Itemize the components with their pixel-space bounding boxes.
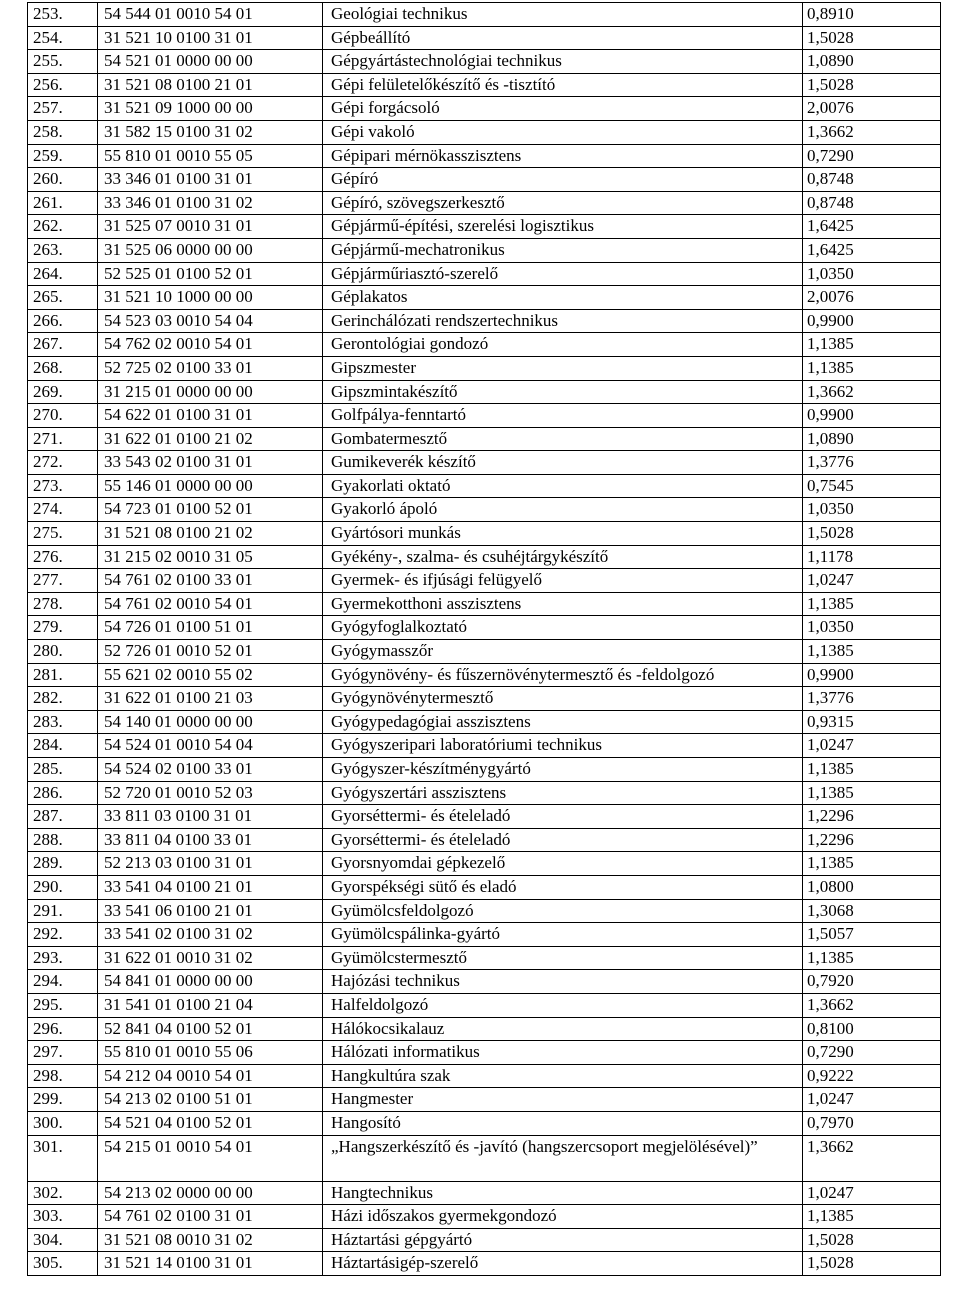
qualification-name: Gyermek- és ifjúsági felügyelő: [323, 569, 803, 593]
ratio-value: 0,9900: [803, 663, 941, 687]
ratio-value: 1,5028: [803, 1252, 941, 1276]
ratio-value: 1,2296: [803, 828, 941, 852]
qualification-name: Gerontológiai gondozó: [323, 333, 803, 357]
table-row: [28, 1041, 941, 1065]
row-number: 303.: [28, 1205, 98, 1229]
table-row: [28, 309, 941, 333]
ratio-value: 1,5028: [803, 73, 941, 97]
row-number: 280.: [28, 640, 98, 664]
ratio-value: 1,1385: [803, 1205, 941, 1229]
table-row: [28, 1181, 941, 1205]
table-row: [28, 191, 941, 215]
qualification-name: Gipszmintakészítő: [323, 380, 803, 404]
qualification-name: Gyógynövénytermesztő: [323, 687, 803, 711]
qualification-code: 33 543 02 0100 31 01: [98, 451, 323, 475]
row-number: 268.: [28, 356, 98, 380]
table-row: [28, 993, 941, 1017]
qualification-name: Gépjármű-mechatronikus: [323, 238, 803, 262]
qualification-code: 33 811 03 0100 31 01: [98, 805, 323, 829]
table-row: [28, 474, 941, 498]
ratio-value: 1,5057: [803, 923, 941, 947]
ratio-value: 1,1385: [803, 758, 941, 782]
qualification-name: Gipszmester: [323, 356, 803, 380]
qualification-code: 54 140 01 0000 00 00: [98, 710, 323, 734]
ratio-value: 1,0800: [803, 875, 941, 899]
qualification-name: Gumikeverék készítő: [323, 451, 803, 475]
qualification-code: 33 346 01 0100 31 01: [98, 168, 323, 192]
qualification-code: 54 213 02 0100 51 01: [98, 1088, 323, 1112]
ratio-value: 1,1385: [803, 333, 941, 357]
qualification-name: Gépíró: [323, 168, 803, 192]
qualification-name: Halfeldolgozó: [323, 993, 803, 1017]
row-number: 289.: [28, 852, 98, 876]
qualification-name: Hangkultúra szak: [323, 1064, 803, 1088]
ratio-value: 1,0350: [803, 498, 941, 522]
table-row: [28, 592, 941, 616]
qualification-code: 54 521 04 0100 52 01: [98, 1111, 323, 1135]
row-number: 282.: [28, 687, 98, 711]
table-row: [28, 1205, 941, 1229]
row-number: 295.: [28, 993, 98, 1017]
ratio-value: 1,5028: [803, 522, 941, 546]
qualification-name: Gyógyszer-készítménygyártó: [323, 758, 803, 782]
row-number: 262.: [28, 215, 98, 239]
ratio-value: 1,0350: [803, 616, 941, 640]
row-number: 302.: [28, 1181, 98, 1205]
qualification-code: 54 524 01 0010 54 04: [98, 734, 323, 758]
qualification-name: Hangtechnikus: [323, 1181, 803, 1205]
qualification-name: Gépgyártástechnológiai technikus: [323, 50, 803, 74]
ratio-value: 1,1385: [803, 592, 941, 616]
qualification-code: 54 723 01 0100 52 01: [98, 498, 323, 522]
qualification-code: 33 346 01 0100 31 02: [98, 191, 323, 215]
qualification-name: Gyorséttermi- és ételeladó: [323, 828, 803, 852]
ratio-value: 0,8100: [803, 1017, 941, 1041]
qualification-name: Gépi vakoló: [323, 120, 803, 144]
ratio-value: 1,1385: [803, 356, 941, 380]
qualification-name: Gyékény-, szalma- és csuhéjtárgykészítő: [323, 545, 803, 569]
ratio-value: 0,8910: [803, 3, 941, 27]
qualification-name: Geológiai technikus: [323, 3, 803, 27]
qualification-name: Gépjármű-építési, szerelési logisztikus: [323, 215, 803, 239]
qualification-code: 31 521 10 0100 31 01: [98, 26, 323, 50]
qualification-code: 31 521 08 0100 21 01: [98, 73, 323, 97]
row-number: 288.: [28, 828, 98, 852]
row-number: 285.: [28, 758, 98, 782]
qualification-name: Gyermekotthoni asszisztens: [323, 592, 803, 616]
ratio-value: 1,0247: [803, 1088, 941, 1112]
row-number: 269.: [28, 380, 98, 404]
document-page: [0, 2, 960, 1276]
qualification-code: 31 525 07 0010 31 01: [98, 215, 323, 239]
qualification-code: 54 544 01 0010 54 01: [98, 3, 323, 27]
ratio-value: 0,9315: [803, 710, 941, 734]
qualification-name: Gombatermesztő: [323, 427, 803, 451]
qualification-name: Házi időszakos gyermekgondozó: [323, 1205, 803, 1229]
qualification-code: 33 811 04 0100 33 01: [98, 828, 323, 852]
row-number: 263.: [28, 238, 98, 262]
table-row: [28, 427, 941, 451]
ratio-value: 1,3662: [803, 993, 941, 1017]
qualification-name: Hálózati informatikus: [323, 1041, 803, 1065]
qualification-name: Hajózási technikus: [323, 970, 803, 994]
row-number: 278.: [28, 592, 98, 616]
qualification-code: 33 541 02 0100 31 02: [98, 923, 323, 947]
ratio-value: 1,3776: [803, 687, 941, 711]
qualification-code: 31 525 06 0000 00 00: [98, 238, 323, 262]
row-number: 299.: [28, 1088, 98, 1112]
table-row: [28, 333, 941, 357]
ratio-value: 1,0247: [803, 734, 941, 758]
ratio-value: 1,0247: [803, 1181, 941, 1205]
table-row: [28, 50, 941, 74]
qualification-code: 55 146 01 0000 00 00: [98, 474, 323, 498]
ratio-value: 0,7290: [803, 144, 941, 168]
table-row: [28, 875, 941, 899]
ratio-value: 0,9900: [803, 404, 941, 428]
ratio-value: 0,7920: [803, 970, 941, 994]
row-number: 264.: [28, 262, 98, 286]
row-number: 255.: [28, 50, 98, 74]
qualification-code: 52 726 01 0010 52 01: [98, 640, 323, 664]
row-number: 259.: [28, 144, 98, 168]
table-row: [28, 734, 941, 758]
row-number: 301.: [28, 1135, 98, 1181]
row-number: 294.: [28, 970, 98, 994]
qualification-code: 54 841 01 0000 00 00: [98, 970, 323, 994]
qualification-name: Gyorsnyomdai gépkezelő: [323, 852, 803, 876]
table-row: [28, 238, 941, 262]
qualification-name: Gépbeállító: [323, 26, 803, 50]
qualification-name: Háztartási gépgyártó: [323, 1228, 803, 1252]
qualification-code: 54 524 02 0100 33 01: [98, 758, 323, 782]
row-number: 265.: [28, 286, 98, 310]
ratio-value: 1,5028: [803, 1228, 941, 1252]
qualification-code: 52 525 01 0100 52 01: [98, 262, 323, 286]
row-number: 275.: [28, 522, 98, 546]
row-number: 267.: [28, 333, 98, 357]
table-row: [28, 1252, 941, 1276]
row-number: 297.: [28, 1041, 98, 1065]
row-number: 270.: [28, 404, 98, 428]
qualification-code: 54 761 02 0010 54 01: [98, 592, 323, 616]
qualification-name: Gyógyszertári asszisztens: [323, 781, 803, 805]
ratio-value: 1,3662: [803, 120, 941, 144]
table-row: [28, 710, 941, 734]
table-row: [28, 970, 941, 994]
table-row: [28, 356, 941, 380]
table-row: [28, 380, 941, 404]
table-row: [28, 781, 941, 805]
table-row: [28, 663, 941, 687]
table-row: [28, 1135, 941, 1181]
qualification-code: 54 213 02 0000 00 00: [98, 1181, 323, 1205]
qualification-code: 31 215 01 0000 00 00: [98, 380, 323, 404]
table-row: [28, 451, 941, 475]
qualification-code: 55 810 01 0010 55 06: [98, 1041, 323, 1065]
table-row: [28, 522, 941, 546]
table-row: [28, 1017, 941, 1041]
ratio-value: 2,0076: [803, 97, 941, 121]
qualification-name: Gépíró, szövegszerkesztő: [323, 191, 803, 215]
qualification-code: 54 761 02 0100 33 01: [98, 569, 323, 593]
row-number: 305.: [28, 1252, 98, 1276]
ratio-value: 1,1385: [803, 946, 941, 970]
row-number: 300.: [28, 1111, 98, 1135]
table-row: [28, 26, 941, 50]
row-number: 293.: [28, 946, 98, 970]
row-number: 258.: [28, 120, 98, 144]
row-number: 271.: [28, 427, 98, 451]
qualification-code: 31 582 15 0100 31 02: [98, 120, 323, 144]
table-row: [28, 168, 941, 192]
qualification-name: Gyógypedagógiai asszisztens: [323, 710, 803, 734]
ratio-value: 0,9222: [803, 1064, 941, 1088]
table-row: [28, 569, 941, 593]
table-row: [28, 215, 941, 239]
qualification-code: 31 521 08 0010 31 02: [98, 1228, 323, 1252]
qualification-name: Gyorséttermi- és ételeladó: [323, 805, 803, 829]
table-row: [28, 923, 941, 947]
qualification-name: „Hangszerkészítő és -javító (hangszercsoport megjelölésével)”: [323, 1135, 803, 1181]
ratio-value: 0,8748: [803, 168, 941, 192]
qualification-name: Gyorspékségi sütő és eladó: [323, 875, 803, 899]
qualification-name: Gépipari mérnökasszisztens: [323, 144, 803, 168]
row-number: 291.: [28, 899, 98, 923]
table-row: [28, 828, 941, 852]
qualification-name: Gyógyszeripari laboratóriumi technikus: [323, 734, 803, 758]
qualification-name: Gyümölcstermesztő: [323, 946, 803, 970]
qualification-name: Gyógymasszőr: [323, 640, 803, 664]
row-number: 283.: [28, 710, 98, 734]
ratio-value: 1,3068: [803, 899, 941, 923]
qualification-name: Géplakatos: [323, 286, 803, 310]
row-number: 277.: [28, 569, 98, 593]
table-body: [28, 3, 941, 1276]
qualification-code: 31 541 01 0100 21 04: [98, 993, 323, 1017]
table-row: [28, 1111, 941, 1135]
table-row: [28, 97, 941, 121]
table-row: [28, 1228, 941, 1252]
qualification-code: 31 215 02 0010 31 05: [98, 545, 323, 569]
ratio-value: 1,6425: [803, 238, 941, 262]
qualification-name: Gépjárműriasztó-szerelő: [323, 262, 803, 286]
qualification-code: 52 213 03 0100 31 01: [98, 852, 323, 876]
row-number: 274.: [28, 498, 98, 522]
table-row: [28, 498, 941, 522]
qualification-code: 54 762 02 0010 54 01: [98, 333, 323, 357]
qualification-name: Háztartásigép-szerelő: [323, 1252, 803, 1276]
qualification-name: Hangosító: [323, 1111, 803, 1135]
table-row: [28, 687, 941, 711]
table-row: [28, 899, 941, 923]
qualification-name: Gerinchálózati rendszertechnikus: [323, 309, 803, 333]
qualification-code: 55 810 01 0010 55 05: [98, 144, 323, 168]
table-row: [28, 758, 941, 782]
row-number: 254.: [28, 26, 98, 50]
row-number: 257.: [28, 97, 98, 121]
qualification-code: 31 521 08 0100 21 02: [98, 522, 323, 546]
row-number: 298.: [28, 1064, 98, 1088]
qualification-code: 54 622 01 0100 31 01: [98, 404, 323, 428]
table-row: [28, 73, 941, 97]
qualification-code: 54 523 03 0010 54 04: [98, 309, 323, 333]
table-row: [28, 805, 941, 829]
qualification-code: 31 521 10 1000 00 00: [98, 286, 323, 310]
row-number: 287.: [28, 805, 98, 829]
row-number: 276.: [28, 545, 98, 569]
ratio-value: 1,3662: [803, 1135, 941, 1181]
table-row: [28, 946, 941, 970]
row-number: 256.: [28, 73, 98, 97]
qualification-name: Hálókocsikalauz: [323, 1017, 803, 1041]
row-number: 304.: [28, 1228, 98, 1252]
table-row: [28, 616, 941, 640]
qualification-code: 54 726 01 0100 51 01: [98, 616, 323, 640]
ratio-value: 1,0247: [803, 569, 941, 593]
table-row: [28, 404, 941, 428]
ratio-value: 2,0076: [803, 286, 941, 310]
row-number: 261.: [28, 191, 98, 215]
ratio-value: 0,7545: [803, 474, 941, 498]
ratio-value: 1,1385: [803, 781, 941, 805]
ratio-value: 1,6425: [803, 215, 941, 239]
qualification-name: Gyakorlati oktató: [323, 474, 803, 498]
qualification-code: 31 622 01 0100 21 03: [98, 687, 323, 711]
ratio-value: 1,1385: [803, 640, 941, 664]
qualification-code: 54 761 02 0100 31 01: [98, 1205, 323, 1229]
qualification-name: Hangmester: [323, 1088, 803, 1112]
table-row: [28, 640, 941, 664]
row-number: 290.: [28, 875, 98, 899]
qualification-code: 52 725 02 0100 33 01: [98, 356, 323, 380]
qualification-name: Gépi forgácsoló: [323, 97, 803, 121]
ratio-value: 1,0890: [803, 427, 941, 451]
qualification-code: 33 541 04 0100 21 01: [98, 875, 323, 899]
row-number: 292.: [28, 923, 98, 947]
row-number: 286.: [28, 781, 98, 805]
qualification-name: Gépi felületelőkészítő és -tisztító: [323, 73, 803, 97]
ratio-value: 1,1178: [803, 545, 941, 569]
ratio-value: 1,1385: [803, 852, 941, 876]
ratio-value: 1,0890: [803, 50, 941, 74]
qualification-name: Gyümölcsfeldolgozó: [323, 899, 803, 923]
table-row: [28, 1088, 941, 1112]
ratio-value: 1,0350: [803, 262, 941, 286]
table-row: [28, 1064, 941, 1088]
qualification-name: Golfpálya-fenntartó: [323, 404, 803, 428]
qualification-table: [27, 2, 941, 1276]
ratio-value: 1,3776: [803, 451, 941, 475]
ratio-value: 0,8748: [803, 191, 941, 215]
qualification-code: 52 841 04 0100 52 01: [98, 1017, 323, 1041]
table-row: [28, 120, 941, 144]
row-number: 260.: [28, 168, 98, 192]
ratio-value: 0,9900: [803, 309, 941, 333]
qualification-name: Gyógynövény- és fűszernövénytermesztő és -feldolgozó: [323, 663, 803, 687]
qualification-code: 31 521 14 0100 31 01: [98, 1252, 323, 1276]
row-number: 279.: [28, 616, 98, 640]
qualification-code: 31 622 01 0100 21 02: [98, 427, 323, 451]
qualification-code: 33 541 06 0100 21 01: [98, 899, 323, 923]
table-row: [28, 852, 941, 876]
qualification-code: 52 720 01 0010 52 03: [98, 781, 323, 805]
table-row: [28, 286, 941, 310]
qualification-name: Gyakorló ápoló: [323, 498, 803, 522]
ratio-value: 0,7290: [803, 1041, 941, 1065]
row-number: 253.: [28, 3, 98, 27]
table-row: [28, 262, 941, 286]
row-number: 272.: [28, 451, 98, 475]
qualification-code: 31 521 09 1000 00 00: [98, 97, 323, 121]
row-number: 284.: [28, 734, 98, 758]
table-row: [28, 3, 941, 27]
row-number: 281.: [28, 663, 98, 687]
ratio-value: 1,5028: [803, 26, 941, 50]
qualification-code: 55 621 02 0010 55 02: [98, 663, 323, 687]
ratio-value: 0,7970: [803, 1111, 941, 1135]
qualification-code: 54 212 04 0010 54 01: [98, 1064, 323, 1088]
ratio-value: 1,3662: [803, 380, 941, 404]
qualification-code: 31 622 01 0010 31 02: [98, 946, 323, 970]
qualification-code: 54 521 01 0000 00 00: [98, 50, 323, 74]
row-number: 266.: [28, 309, 98, 333]
row-number: 273.: [28, 474, 98, 498]
qualification-name: Gyümölcspálinka-gyártó: [323, 923, 803, 947]
row-number: 296.: [28, 1017, 98, 1041]
qualification-name: Gyógyfoglalkoztató: [323, 616, 803, 640]
qualification-name: Gyártósori munkás: [323, 522, 803, 546]
ratio-value: 1,2296: [803, 805, 941, 829]
table-row: [28, 144, 941, 168]
table-row: [28, 545, 941, 569]
qualification-code: 54 215 01 0010 54 01: [98, 1135, 323, 1181]
